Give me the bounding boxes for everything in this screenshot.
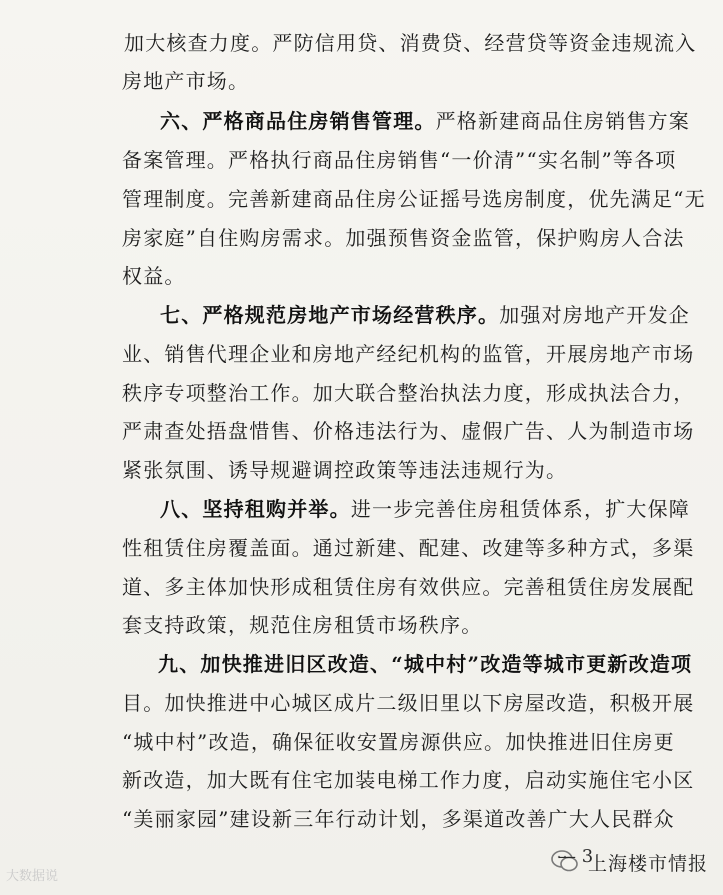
text-line: 套支持政策，规范住房租赁市场秩序。 (122, 613, 483, 637)
text-line: 道、多主体加快形成租赁住房有效供应。完善租赁住房发展配 (122, 575, 695, 599)
section-7-paragraph-start (160, 302, 723, 328)
section-9-heading: 九、加快推进旧区改造、“城中村”改造等城市更新改造项 (158, 652, 693, 676)
text-line: 加大核查力度。严防信用贷、消费贷、经营贷等资金违规流入 (124, 31, 697, 55)
section-6-text: 严格新建商品住房销售方案 (435, 109, 691, 133)
text-line: 业、销售代理企业和房地产经纪机构的监管，开展房地产市场 (122, 342, 695, 366)
section-8-paragraph-start (160, 496, 723, 522)
section-6-paragraph-start (160, 108, 723, 134)
section-7-text: 加强对房地产开发企 (499, 303, 691, 327)
page-number: — 3 (558, 846, 594, 867)
section-8-text: 进一步完善住房租赁体系，扩大保障 (350, 497, 691, 521)
watermark: 大数据说 (6, 869, 59, 884)
section-8-heading: 八、坚持租购并举。 (160, 497, 351, 521)
text-line: 严肃查处捂盘惜售、价格违法行为、虚假广告、人为制造市场 (122, 419, 695, 443)
text-line: 目。加快推进中心城区成片二级旧里以下房屋改造，积极开展 (122, 691, 695, 715)
text-line: 备案管理。严格执行商品住房销售“一价清”“实名制”等各项 (122, 148, 677, 172)
text-line: 紧张氛围、诱导规避调控政策等违法违规行为。 (122, 458, 568, 482)
text-line: 秩序专项整治工作。加大联合整治执法力度，形成执法合力， (122, 381, 695, 405)
brand-label: 上海楼市情报 (588, 853, 709, 875)
section-7-heading: 七、严格规范房地产市场经营秩序。 (160, 303, 500, 327)
text-line: 性租赁住房覆盖面。通过新建、配建、改建等多种方式，多渠 (122, 536, 695, 560)
text-line: 新改造，加大既有住宅加装电梯工作力度，启动实施住宅小区 (122, 768, 695, 792)
section-9-paragraph-start (158, 651, 723, 677)
text-line: “城中村”改造，确保征收安置房源供应。加快推进旧住房更 (122, 730, 675, 754)
text-line: 管理制度。完善新建商品住房公证摇号选房制度，优先满足“无 (122, 187, 706, 211)
section-6-heading: 六、严格商品住房销售管理。 (160, 109, 436, 133)
text-line: “美丽家园”建设新三年行动计划，多渠道改善广大人民群众 (122, 807, 675, 831)
text-line: 房地产市场。 (122, 69, 250, 93)
text-line: 房家庭”自住购房需求。加强预售资金监管，保护购房人合法 (122, 226, 685, 250)
text-line: 权益。 (122, 264, 186, 288)
